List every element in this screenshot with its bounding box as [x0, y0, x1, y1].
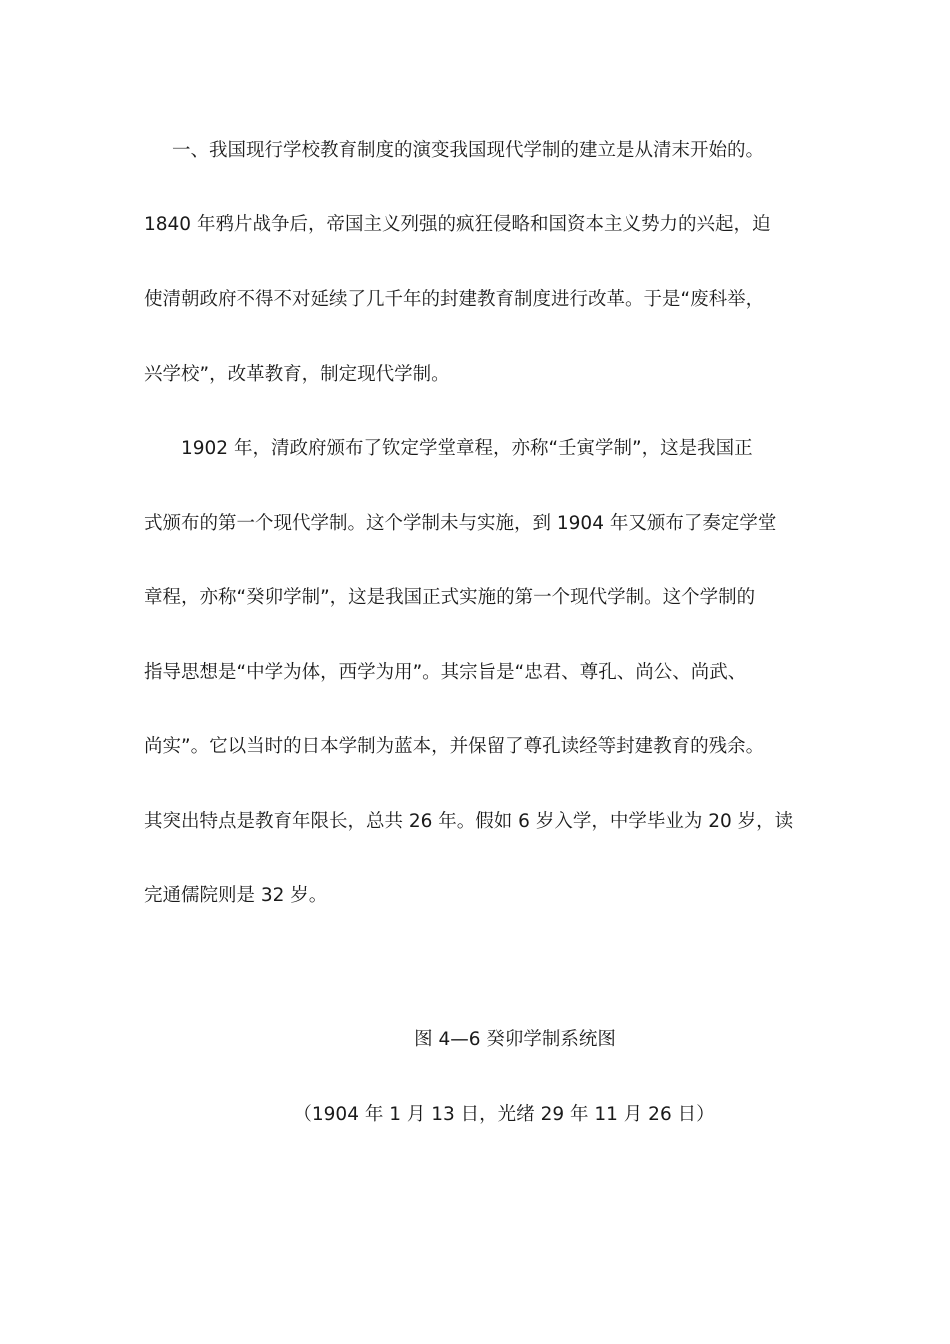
- paragraph2-line-2: 式颁布的第一个现代学制。这个学制未与实施，到 1904 年又颁布了奏定学堂: [144, 513, 777, 534]
- paragraph2-line-6: 其突出特点是教育年限长，总共 26 年。假如 6 岁入学，中学毕业为 20 岁，读: [144, 811, 794, 832]
- paragraph2-line-4: 指导思想是“中学为体，西学为用”。其宗旨是“忠君、尊孔、尚公、尚武、: [144, 662, 747, 683]
- paragraph2-line-5: 尚实”。它以当时的日本学制为蓝本，并保留了尊孔读经等封建教育的残余。: [144, 736, 765, 757]
- paragraph1-line-4: 兴学校”，改革教育，制定现代学制。: [144, 364, 450, 385]
- figure-caption: 图 4—6 癸卯学制系统图: [414, 1029, 616, 1050]
- paragraph1-line-2: 1840 年鸦片战争后，帝国主义列强的疯狂侵略和国资本主义势力的兴起，迫: [144, 214, 771, 235]
- paragraph1-line-1: 一、我国现行学校教育制度的演变我国现代学制的建立是从清末开始的。: [172, 140, 765, 161]
- paragraph2-line-7: 完通儒院则是 32 岁。: [144, 885, 328, 906]
- paragraph1-line-3: 使清朝政府不得不对延续了几千年的封建教育制度进行改革。于是“废科举，: [144, 289, 765, 310]
- figure-date: （1904 年 1 月 13 日，光绪 29 年 11 月 26 日）: [293, 1104, 715, 1125]
- paragraph2-line-1: 1902 年，清政府颁布了钦定学堂章程，亦称“壬寅学制”，这是我国正: [181, 438, 753, 459]
- paragraph2-line-3: 章程，亦称“癸卯学制”，这是我国正式实施的第一个现代学制。这个学制的: [144, 587, 756, 608]
